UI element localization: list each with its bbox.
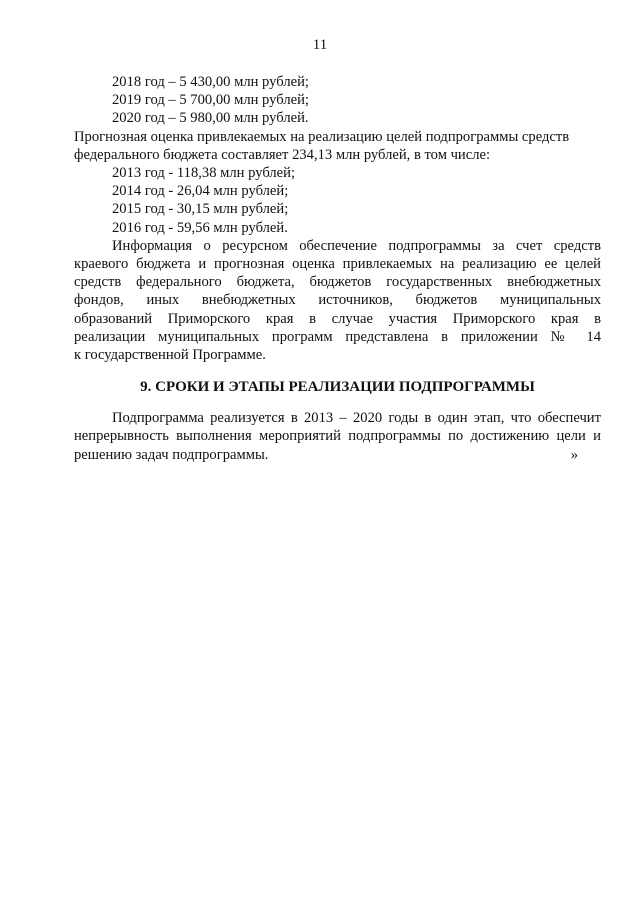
- federal-funding-line-2015: 2015 год - 30,15 млн рублей;: [112, 201, 289, 218]
- resource-info-paragraph: [74, 237, 601, 364]
- paragraph-line: к государственной Программе.: [74, 347, 266, 364]
- federal-funding-line-2016: 2016 год - 59,56 млн рублей.: [112, 219, 288, 236]
- paragraph-line: средств федерального бюджета, бюджетов государственных внебюджетных: [74, 274, 601, 291]
- paragraph-line: реализации муниципальных программ представлена в приложении № 14: [74, 328, 601, 345]
- funding-line-2019: 2019 год – 5 700,00 млн рублей;: [112, 92, 309, 109]
- federal-intro-line-2: федерального бюджета составляет 234,13 млн рублей, в том числе:: [74, 146, 491, 163]
- federal-funding-line-2014: 2014 год - 26,04 млн рублей;: [112, 183, 289, 200]
- funding-line-2018: 2018 год – 5 430,00 млн рублей;: [112, 74, 309, 90]
- paragraph-line: решению задач подпрограммы.: [74, 446, 269, 463]
- paragraph-line-closing: [74, 446, 601, 464]
- paragraph-line: Информация о ресурсном обеспечение подпрограммы за счет средств: [112, 237, 601, 254]
- paragraph-line: образований Приморского края в случае участия Приморского края в: [74, 310, 601, 327]
- federal-intro-line-1: Прогнозная оценка привлекаемых на реализацию целей подпрограммы средств: [74, 128, 570, 145]
- paragraph-line: непрерывность выполнения мероприятий подпрограммы по достижению цели и: [74, 428, 601, 445]
- paragraph-line: Подпрограмма реализуется в 2013 – 2020 годы в один этап, что обеспечит: [112, 410, 601, 427]
- section-heading: 9. СРОКИ И ЭТАПЫ РЕАЛИЗАЦИИ ПОДПРОГРАММЫ: [140, 379, 535, 396]
- timing-paragraph: [74, 409, 601, 464]
- page-number: 11: [312, 37, 328, 53]
- document-body: [74, 73, 601, 464]
- federal-funding-line-2013: 2013 год - 118,38 млн рублей;: [112, 165, 296, 182]
- paragraph-line: фондов, иных внебюджетных источников, бюджетов муниципальных: [74, 292, 601, 309]
- closing-quote-mark: »: [570, 446, 578, 463]
- paragraph-line: краевого бюджета и прогнозная оценка привлекаемых на реализацию ее целей: [74, 256, 601, 273]
- funding-line-2020: 2020 год – 5 980,00 млн рублей.: [112, 110, 309, 127]
